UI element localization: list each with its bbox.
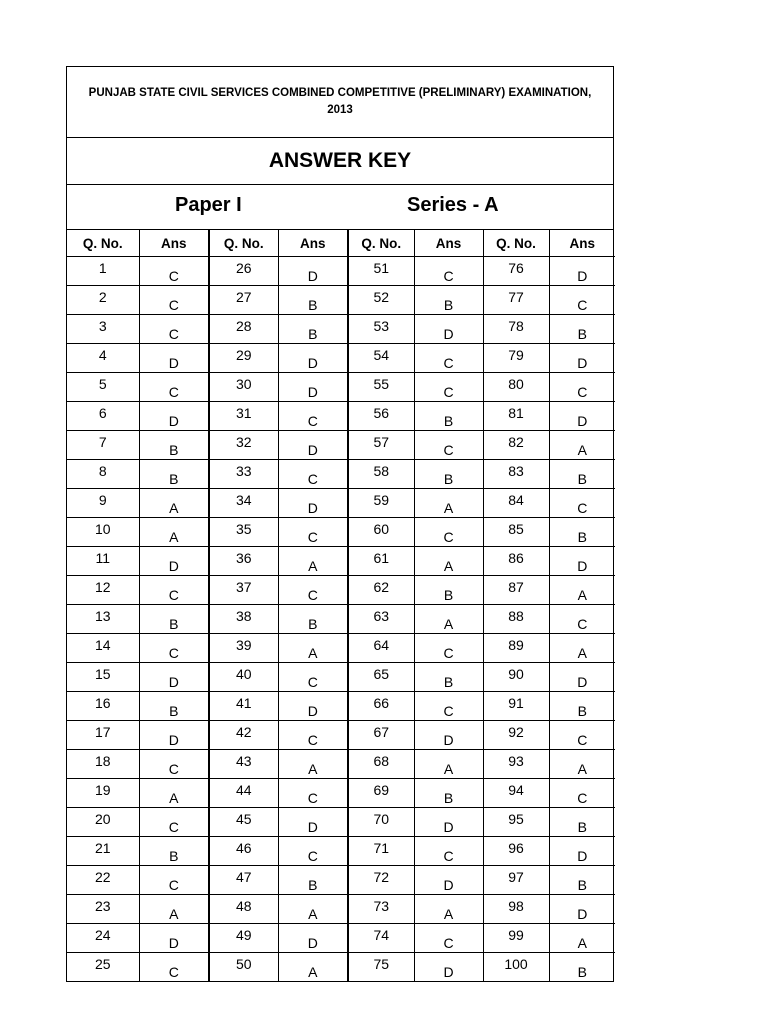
question-number-cell: 61 bbox=[348, 547, 414, 576]
question-number-cell: 58 bbox=[348, 460, 414, 489]
question-number-cell: 17 bbox=[67, 721, 139, 750]
question-number-cell: 33 bbox=[209, 460, 278, 489]
column-header-ans: Ans bbox=[414, 230, 483, 257]
answer-cell: B bbox=[549, 866, 615, 895]
question-number-cell: 30 bbox=[209, 373, 278, 402]
answer-cell: D bbox=[278, 924, 348, 953]
exam-title-line1: PUNJAB STATE CIVIL SERVICES COMBINED COMPETITIVE (PRELIMINARY) EXAMINATION, bbox=[88, 87, 592, 99]
question-number-cell: 41 bbox=[209, 692, 278, 721]
answer-cell: C bbox=[414, 518, 483, 547]
answer-cell: C bbox=[549, 373, 615, 402]
question-number-cell: 26 bbox=[209, 257, 278, 286]
question-number-cell: 90 bbox=[483, 663, 549, 692]
question-number-cell: 77 bbox=[483, 286, 549, 315]
answer-cell: B bbox=[278, 866, 348, 895]
question-number-cell: 88 bbox=[483, 605, 549, 634]
answer-cell: C bbox=[278, 779, 348, 808]
answer-cell: C bbox=[278, 460, 348, 489]
column-header-qno: Q. No. bbox=[67, 230, 139, 257]
question-number-cell: 43 bbox=[209, 750, 278, 779]
answer-cell: C bbox=[414, 373, 483, 402]
question-number-cell: 73 bbox=[348, 895, 414, 924]
answer-cell: C bbox=[549, 721, 615, 750]
answer-cell: B bbox=[414, 576, 483, 605]
answer-cell: A bbox=[414, 605, 483, 634]
answer-cell: A bbox=[278, 547, 348, 576]
table-row bbox=[67, 605, 615, 634]
answer-cell: A bbox=[139, 779, 209, 808]
question-number-cell: 35 bbox=[209, 518, 278, 547]
question-number-cell: 25 bbox=[67, 953, 139, 982]
question-number-cell: 6 bbox=[67, 402, 139, 431]
answer-cell: C bbox=[278, 663, 348, 692]
question-number-cell: 87 bbox=[483, 576, 549, 605]
question-number-cell: 37 bbox=[209, 576, 278, 605]
answer-cell: A bbox=[278, 953, 348, 982]
answer-cell: B bbox=[139, 431, 209, 460]
question-number-cell: 15 bbox=[67, 663, 139, 692]
answer-cell: C bbox=[414, 431, 483, 460]
table-row bbox=[67, 286, 615, 315]
answer-cell: A bbox=[278, 750, 348, 779]
question-number-cell: 55 bbox=[348, 373, 414, 402]
question-number-cell: 29 bbox=[209, 344, 278, 373]
column-header-ans: Ans bbox=[549, 230, 615, 257]
question-number-cell: 46 bbox=[209, 837, 278, 866]
answer-cell: D bbox=[139, 663, 209, 692]
answer-cell: C bbox=[278, 576, 348, 605]
table-row bbox=[67, 721, 615, 750]
table-row bbox=[67, 373, 615, 402]
question-number-cell: 65 bbox=[348, 663, 414, 692]
answer-cell: D bbox=[414, 866, 483, 895]
answer-cell: B bbox=[278, 286, 348, 315]
answer-cell: B bbox=[549, 692, 615, 721]
series-label: Series - A bbox=[407, 194, 499, 216]
answer-cell: C bbox=[549, 605, 615, 634]
answer-cell: A bbox=[549, 431, 615, 460]
answer-cell: C bbox=[139, 750, 209, 779]
question-number-cell: 75 bbox=[348, 953, 414, 982]
question-number-cell: 69 bbox=[348, 779, 414, 808]
question-number-cell: 82 bbox=[483, 431, 549, 460]
question-number-cell: 76 bbox=[483, 257, 549, 286]
table-row bbox=[67, 953, 615, 982]
paper-series-row bbox=[67, 185, 613, 230]
answer-cell: B bbox=[139, 605, 209, 634]
answer-cell: C bbox=[414, 344, 483, 373]
answer-cell: A bbox=[414, 895, 483, 924]
question-number-cell: 28 bbox=[209, 315, 278, 344]
answer-cell: D bbox=[278, 808, 348, 837]
answer-cell: D bbox=[549, 895, 615, 924]
table-row bbox=[67, 750, 615, 779]
answer-cell: C bbox=[139, 634, 209, 663]
answer-cell: B bbox=[549, 953, 615, 982]
answer-cell: B bbox=[278, 315, 348, 344]
table-header-row bbox=[67, 230, 615, 257]
answer-cell: C bbox=[414, 837, 483, 866]
answer-cell: A bbox=[414, 750, 483, 779]
answer-cell: C bbox=[139, 315, 209, 344]
answer-cell: A bbox=[414, 489, 483, 518]
answer-cell: D bbox=[414, 315, 483, 344]
table-row bbox=[67, 895, 615, 924]
table-row bbox=[67, 315, 615, 344]
answer-cell: C bbox=[139, 373, 209, 402]
answer-cell: B bbox=[414, 286, 483, 315]
table-row bbox=[67, 576, 615, 605]
answer-cell: B bbox=[549, 518, 615, 547]
answer-cell: D bbox=[549, 344, 615, 373]
question-number-cell: 66 bbox=[348, 692, 414, 721]
question-number-cell: 98 bbox=[483, 895, 549, 924]
answer-cell: A bbox=[139, 895, 209, 924]
question-number-cell: 5 bbox=[67, 373, 139, 402]
question-number-cell: 100 bbox=[483, 953, 549, 982]
answer-cell: C bbox=[139, 953, 209, 982]
question-number-cell: 1 bbox=[67, 257, 139, 286]
answer-cell: D bbox=[278, 373, 348, 402]
question-number-cell: 86 bbox=[483, 547, 549, 576]
answer-cell: D bbox=[139, 344, 209, 373]
question-number-cell: 60 bbox=[348, 518, 414, 547]
question-number-cell: 57 bbox=[348, 431, 414, 460]
question-number-cell: 51 bbox=[348, 257, 414, 286]
question-number-cell: 54 bbox=[348, 344, 414, 373]
answer-cell: D bbox=[414, 721, 483, 750]
question-number-cell: 96 bbox=[483, 837, 549, 866]
question-number-cell: 85 bbox=[483, 518, 549, 547]
table-row bbox=[67, 808, 615, 837]
question-number-cell: 72 bbox=[348, 866, 414, 895]
question-number-cell: 59 bbox=[348, 489, 414, 518]
question-number-cell: 49 bbox=[209, 924, 278, 953]
question-number-cell: 93 bbox=[483, 750, 549, 779]
question-number-cell: 92 bbox=[483, 721, 549, 750]
table-row bbox=[67, 634, 615, 663]
table-row bbox=[67, 663, 615, 692]
table-row bbox=[67, 692, 615, 721]
table-row bbox=[67, 779, 615, 808]
question-number-cell: 23 bbox=[67, 895, 139, 924]
answer-key-heading: ANSWER KEY bbox=[67, 138, 613, 185]
question-number-cell: 14 bbox=[67, 634, 139, 663]
column-header-qno: Q. No. bbox=[348, 230, 414, 257]
question-number-cell: 74 bbox=[348, 924, 414, 953]
question-number-cell: 24 bbox=[67, 924, 139, 953]
answer-cell: C bbox=[549, 489, 615, 518]
question-number-cell: 20 bbox=[67, 808, 139, 837]
table-row bbox=[67, 837, 615, 866]
question-number-cell: 97 bbox=[483, 866, 549, 895]
column-header-qno: Q. No. bbox=[483, 230, 549, 257]
question-number-cell: 8 bbox=[67, 460, 139, 489]
answer-cell: D bbox=[278, 431, 348, 460]
table-row bbox=[67, 344, 615, 373]
table-row bbox=[67, 402, 615, 431]
question-number-cell: 10 bbox=[67, 518, 139, 547]
question-number-cell: 81 bbox=[483, 402, 549, 431]
table-row bbox=[67, 431, 615, 460]
table-row bbox=[67, 547, 615, 576]
question-number-cell: 16 bbox=[67, 692, 139, 721]
question-number-cell: 13 bbox=[67, 605, 139, 634]
question-number-cell: 99 bbox=[483, 924, 549, 953]
question-number-cell: 79 bbox=[483, 344, 549, 373]
table-row bbox=[67, 866, 615, 895]
table-row bbox=[67, 518, 615, 547]
answer-cell: D bbox=[549, 837, 615, 866]
answer-table-body bbox=[67, 257, 615, 982]
question-number-cell: 38 bbox=[209, 605, 278, 634]
answer-cell: D bbox=[278, 692, 348, 721]
answer-cell: A bbox=[139, 518, 209, 547]
answer-cell: C bbox=[414, 924, 483, 953]
answer-cell: B bbox=[139, 460, 209, 489]
question-number-cell: 47 bbox=[209, 866, 278, 895]
table-row bbox=[67, 924, 615, 953]
answer-cell: D bbox=[139, 721, 209, 750]
answer-cell: C bbox=[278, 721, 348, 750]
answer-cell: A bbox=[278, 895, 348, 924]
answer-cell: D bbox=[139, 402, 209, 431]
question-number-cell: 68 bbox=[348, 750, 414, 779]
question-number-cell: 2 bbox=[67, 286, 139, 315]
answer-cell: D bbox=[278, 257, 348, 286]
question-number-cell: 63 bbox=[348, 605, 414, 634]
question-number-cell: 36 bbox=[209, 547, 278, 576]
answer-cell: C bbox=[414, 692, 483, 721]
answer-cell: A bbox=[549, 634, 615, 663]
answer-table bbox=[67, 230, 615, 981]
question-number-cell: 83 bbox=[483, 460, 549, 489]
column-header-ans: Ans bbox=[278, 230, 348, 257]
answer-cell: A bbox=[549, 576, 615, 605]
question-number-cell: 52 bbox=[348, 286, 414, 315]
question-number-cell: 40 bbox=[209, 663, 278, 692]
answer-cell: C bbox=[278, 518, 348, 547]
answer-cell: C bbox=[139, 257, 209, 286]
question-number-cell: 62 bbox=[348, 576, 414, 605]
answer-cell: D bbox=[549, 402, 615, 431]
answer-cell: B bbox=[549, 460, 615, 489]
answer-cell: C bbox=[414, 257, 483, 286]
answer-cell: B bbox=[549, 315, 615, 344]
answer-cell: C bbox=[549, 286, 615, 315]
paper-label: Paper I bbox=[175, 194, 242, 216]
answer-cell: D bbox=[414, 808, 483, 837]
table-row bbox=[67, 489, 615, 518]
question-number-cell: 19 bbox=[67, 779, 139, 808]
question-number-cell: 9 bbox=[67, 489, 139, 518]
question-number-cell: 91 bbox=[483, 692, 549, 721]
answer-cell: D bbox=[139, 547, 209, 576]
column-header-ans: Ans bbox=[139, 230, 209, 257]
answer-cell: A bbox=[549, 924, 615, 953]
question-number-cell: 95 bbox=[483, 808, 549, 837]
question-number-cell: 53 bbox=[348, 315, 414, 344]
exam-title bbox=[67, 67, 613, 138]
question-number-cell: 80 bbox=[483, 373, 549, 402]
answer-cell: B bbox=[278, 605, 348, 634]
question-number-cell: 71 bbox=[348, 837, 414, 866]
question-number-cell: 3 bbox=[67, 315, 139, 344]
answer-cell: C bbox=[139, 808, 209, 837]
answer-key-sheet bbox=[66, 66, 614, 982]
answer-cell: B bbox=[139, 692, 209, 721]
question-number-cell: 44 bbox=[209, 779, 278, 808]
question-number-cell: 50 bbox=[209, 953, 278, 982]
answer-cell: C bbox=[139, 866, 209, 895]
question-number-cell: 18 bbox=[67, 750, 139, 779]
question-number-cell: 32 bbox=[209, 431, 278, 460]
question-number-cell: 78 bbox=[483, 315, 549, 344]
answer-cell: D bbox=[278, 344, 348, 373]
answer-cell: D bbox=[414, 953, 483, 982]
question-number-cell: 21 bbox=[67, 837, 139, 866]
question-number-cell: 94 bbox=[483, 779, 549, 808]
question-number-cell: 27 bbox=[209, 286, 278, 315]
answer-cell: C bbox=[278, 837, 348, 866]
column-header-qno: Q. No. bbox=[209, 230, 278, 257]
answer-cell: D bbox=[278, 489, 348, 518]
question-number-cell: 45 bbox=[209, 808, 278, 837]
table-row bbox=[67, 257, 615, 286]
answer-cell: C bbox=[278, 402, 348, 431]
question-number-cell: 67 bbox=[348, 721, 414, 750]
question-number-cell: 42 bbox=[209, 721, 278, 750]
question-number-cell: 56 bbox=[348, 402, 414, 431]
question-number-cell: 48 bbox=[209, 895, 278, 924]
exam-title-line2: 2013 bbox=[327, 104, 353, 116]
question-number-cell: 22 bbox=[67, 866, 139, 895]
answer-cell: C bbox=[139, 286, 209, 315]
answer-cell: B bbox=[139, 837, 209, 866]
answer-cell: C bbox=[414, 634, 483, 663]
question-number-cell: 7 bbox=[67, 431, 139, 460]
answer-cell: D bbox=[549, 547, 615, 576]
question-number-cell: 39 bbox=[209, 634, 278, 663]
question-number-cell: 70 bbox=[348, 808, 414, 837]
answer-cell: B bbox=[414, 402, 483, 431]
answer-cell: D bbox=[549, 663, 615, 692]
question-number-cell: 31 bbox=[209, 402, 278, 431]
answer-cell: B bbox=[414, 779, 483, 808]
table-row bbox=[67, 460, 615, 489]
question-number-cell: 11 bbox=[67, 547, 139, 576]
answer-cell: A bbox=[414, 547, 483, 576]
question-number-cell: 4 bbox=[67, 344, 139, 373]
answer-cell: D bbox=[139, 924, 209, 953]
answer-cell: D bbox=[549, 257, 615, 286]
question-number-cell: 12 bbox=[67, 576, 139, 605]
question-number-cell: 89 bbox=[483, 634, 549, 663]
answer-cell: A bbox=[278, 634, 348, 663]
question-number-cell: 84 bbox=[483, 489, 549, 518]
answer-cell: A bbox=[139, 489, 209, 518]
question-number-cell: 34 bbox=[209, 489, 278, 518]
answer-cell: B bbox=[414, 460, 483, 489]
answer-cell: C bbox=[139, 576, 209, 605]
answer-cell: C bbox=[549, 779, 615, 808]
question-number-cell: 64 bbox=[348, 634, 414, 663]
answer-cell: B bbox=[549, 808, 615, 837]
answer-cell: B bbox=[414, 663, 483, 692]
answer-cell: A bbox=[549, 750, 615, 779]
